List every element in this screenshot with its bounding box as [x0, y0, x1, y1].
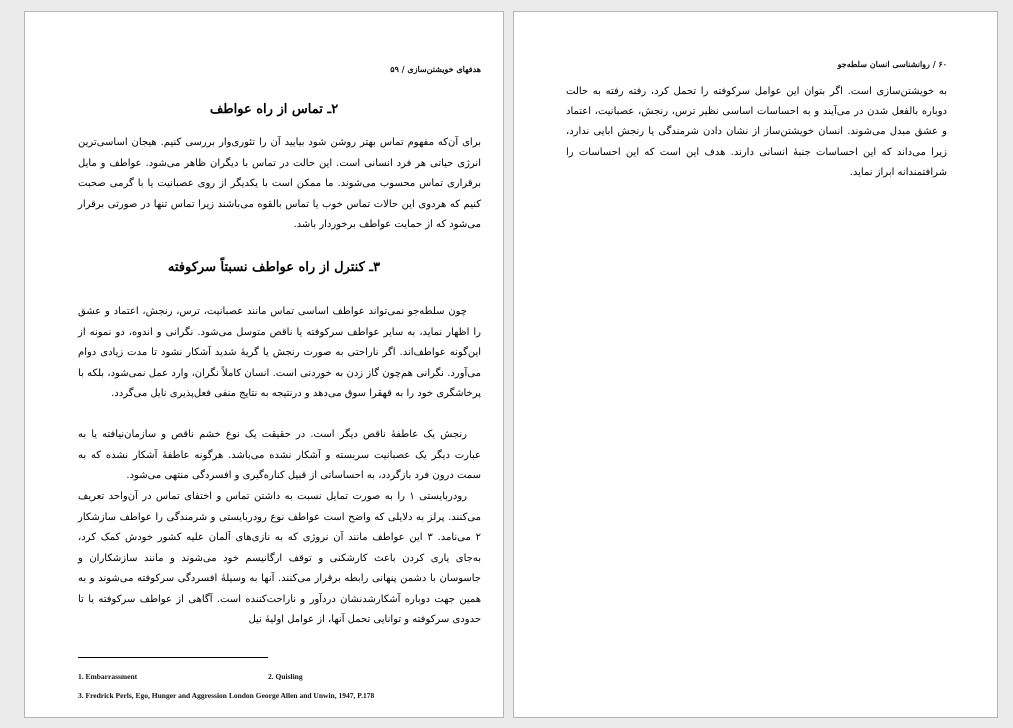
paragraph: چون سلطه‌جو نمی‌تواند عواطف اساسی تماس مانند عصبانیت، ترس، رنجش، اعتماد و عشق را اظهار نماید، به سایر عواطف سرکوفته یا ناقص متوسل می‌شود. نگرانی و اندوه، دو نمونه از این‌گونه عواطف‌اند. اگر ناراحتی به صورت رنجش یا گریهٔ شدید آشکار نشود تا مدت زیادی دوام می‌آورد. نگرانی هم‌چون گاز زدن به خوردنی است. انسان کاملاً نگران، وارد عمل نمی‌شود، بلکه با پرخاشگری خود را به قهقرا سوق می‌دهد و درنتیجه به نتایج منفی فعل‌پذیری نایل می‌گردد. — [78, 306, 482, 399]
page-60 — [513, 11, 998, 718]
paragraph: برای آن‌که مفهوم تماس بهتر روشن شود بیایید آن را تئوری‌وار بررسی کنیم. هیجان اساسی‌ترین انرژی حیاتی هر فرد انسانی است. این حالت در تماس با دیگران ظاهر می‌شود. عواطف و مایل برقراری تماس محسوب می‌شوند. ما ممکن است با یکدیگر از روی عصبانیت یا با گرمی صحبت کنیم که هردوی این حالات تماس خوب یا تماس بالقوه می‌باشند زیرا تماس تنها در صورتی برقرار می‌شود که از حمایت عواطف برخوردار باشد. — [78, 137, 481, 230]
footnote-1: 1. Embarrassment — [78, 672, 138, 681]
footnote-2: 2. Quisling — [268, 672, 303, 681]
paragraph: رنجش یک عاطفهٔ ناقص دیگر است. در حقیقت یک نوع خشم ناقص و سازمان‌نیافته یا به عبارت دیگر یک عصبانیت سربسته و آشکار نشده می‌باشد. هرگونه عاطفهٔ آشکار نشده که به سمت درون فرد بازگردد، به احساساتی از قبیل کناره‌گیری و افسردگی منتهی می‌شود. — [78, 429, 481, 481]
page-59 — [24, 11, 504, 718]
section-heading-3: ۳ـ کنترل از راه عواطف نسبتاً سرکوفته — [167, 260, 381, 275]
footnote-3: 3. Fredrick Perls, Ego, Hunger and Aggression London George Allen and Unwin, 1947, P.178 — [78, 691, 375, 700]
footnote-divider — [78, 657, 268, 658]
paragraph: رودربایستی ۱ را به صورت تمایل نسبت به داشتن تماس و اختفای تماس در آن‌واحد تعریف می‌کنند. پرلز به دلایلی که واضح است عواطف نوع رودربایستی و شرمندگی را عواطف سازشکار ۲ می‌نامد. ۳ این عواطف مانند آن نروژی که به نازی‌های آلمان علیه کشور خودش کمک کرد، به‌جای یاری کردن باعث کارشکنی و توقف ارگانیسم خود می‌شوند و مانند سازشکاران و جاسوسان با دشمن پنهانی رابطه برقرار می‌کنند. آنها به وسیلهٔ افسردگی سرکوفته می‌شوند و به همین جهت دوباره آشکارشدنشان دردآور و ناراحت‌کننده است. آگاهی از عواطف سرکوفته یا تا حدودی سرکوفته و توانایی تحمل آنها، از عوامل اولیهٔ نیل — [78, 491, 481, 625]
section-heading-2: ۲ـ تماس از راه عواطف — [209, 102, 339, 117]
paragraph: به خویشتن‌سازی است. اگر بتوان این عوامل سرکوفته را تحمل کرد، رفته رفته به حالت دوباره بالفعل شدن در می‌آیند و به احساسات اساسی نظیر ترس، رنجش، عصبانیت، اعتماد و عشق مبدل می‌شوند. انسان خویشتن‌ساز از نشان دادن شرمندگی یا رنجش ابایی ندارد، زیرا می‌داند که این احساسات جنبهٔ انسانی دارند. هدف این است که این احساسات را شرافتمندانه ابراز نماید. — [566, 86, 947, 178]
running-header: ۶۰ / روانشناسی انسان سلطه‌جو — [837, 59, 947, 69]
footnotes — [78, 667, 479, 705]
running-header: هدفهای خویشتن‌سازی / ۵۹ — [390, 64, 481, 74]
